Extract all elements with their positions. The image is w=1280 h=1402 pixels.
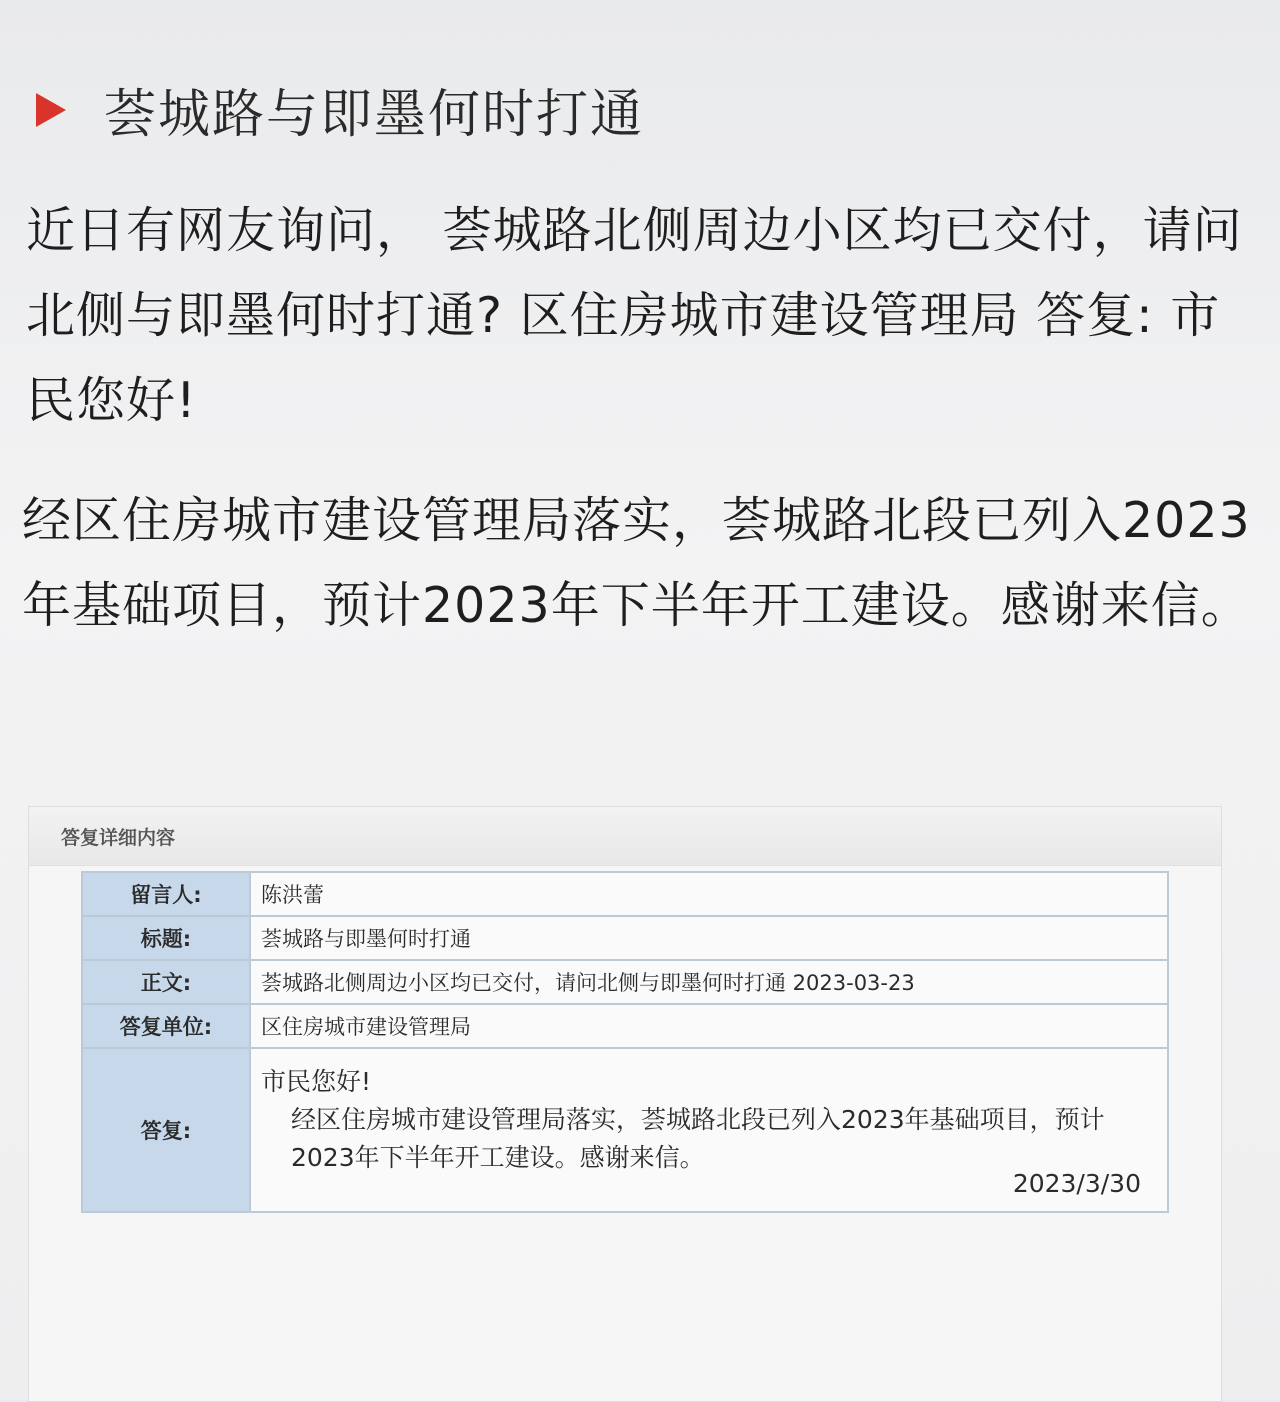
article-heading — [36, 72, 644, 147]
red-triangle-icon — [36, 93, 66, 127]
row-value-body: 荟城路北侧周边小区均已交付，请问北侧与即墨何时打通 2023-03-23 — [250, 960, 1168, 1004]
reply-date: 2023/3/30 — [1012, 1169, 1141, 1198]
answer-paragraph: 经区住房城市建设管理局落实，荟城路北段已列入2023年基础项目，预计2023年下半年开工建设。感谢来信。 — [22, 492, 1251, 634]
table-row — [82, 960, 1168, 1004]
table-row — [82, 916, 1168, 960]
panel-title: 答复详细内容 — [29, 807, 1221, 866]
table-row — [82, 1004, 1168, 1048]
row-value-author: 陈洪蕾 — [250, 872, 1168, 916]
row-value-unit: 区住房城市建设管理局 — [250, 1004, 1168, 1048]
row-label-title: 标题: — [82, 916, 250, 960]
question-paragraph: 近日有网友询问， 荟城路北侧周边小区均已交付，请问北侧与即墨何时打通? 区住房城市建设管理局 答复: 市民您好! — [26, 202, 1243, 429]
heading-title: 荟城路与即墨何时打通 — [104, 85, 645, 145]
table-row — [82, 872, 1168, 916]
row-label-unit: 答复单位: — [82, 1004, 250, 1048]
row-label-reply: 答复: — [82, 1048, 250, 1212]
row-value-title: 荟城路与即墨何时打通 — [250, 916, 1168, 960]
row-label-author: 留言人: — [82, 872, 250, 916]
table-row-reply — [82, 1048, 1168, 1212]
reply-greeting: 市民您好! — [261, 1067, 372, 1096]
reply-content — [250, 1048, 1168, 1212]
row-label-body: 正文: — [82, 960, 250, 1004]
reply-detail-panel — [28, 806, 1222, 1402]
reply-detail-table — [81, 871, 1169, 1213]
reply-body: 经区住房城市建设管理局落实，荟城路北段已列入2023年基础项目，预计2023年下半年开工建设。感谢来信。 — [291, 1105, 1105, 1172]
